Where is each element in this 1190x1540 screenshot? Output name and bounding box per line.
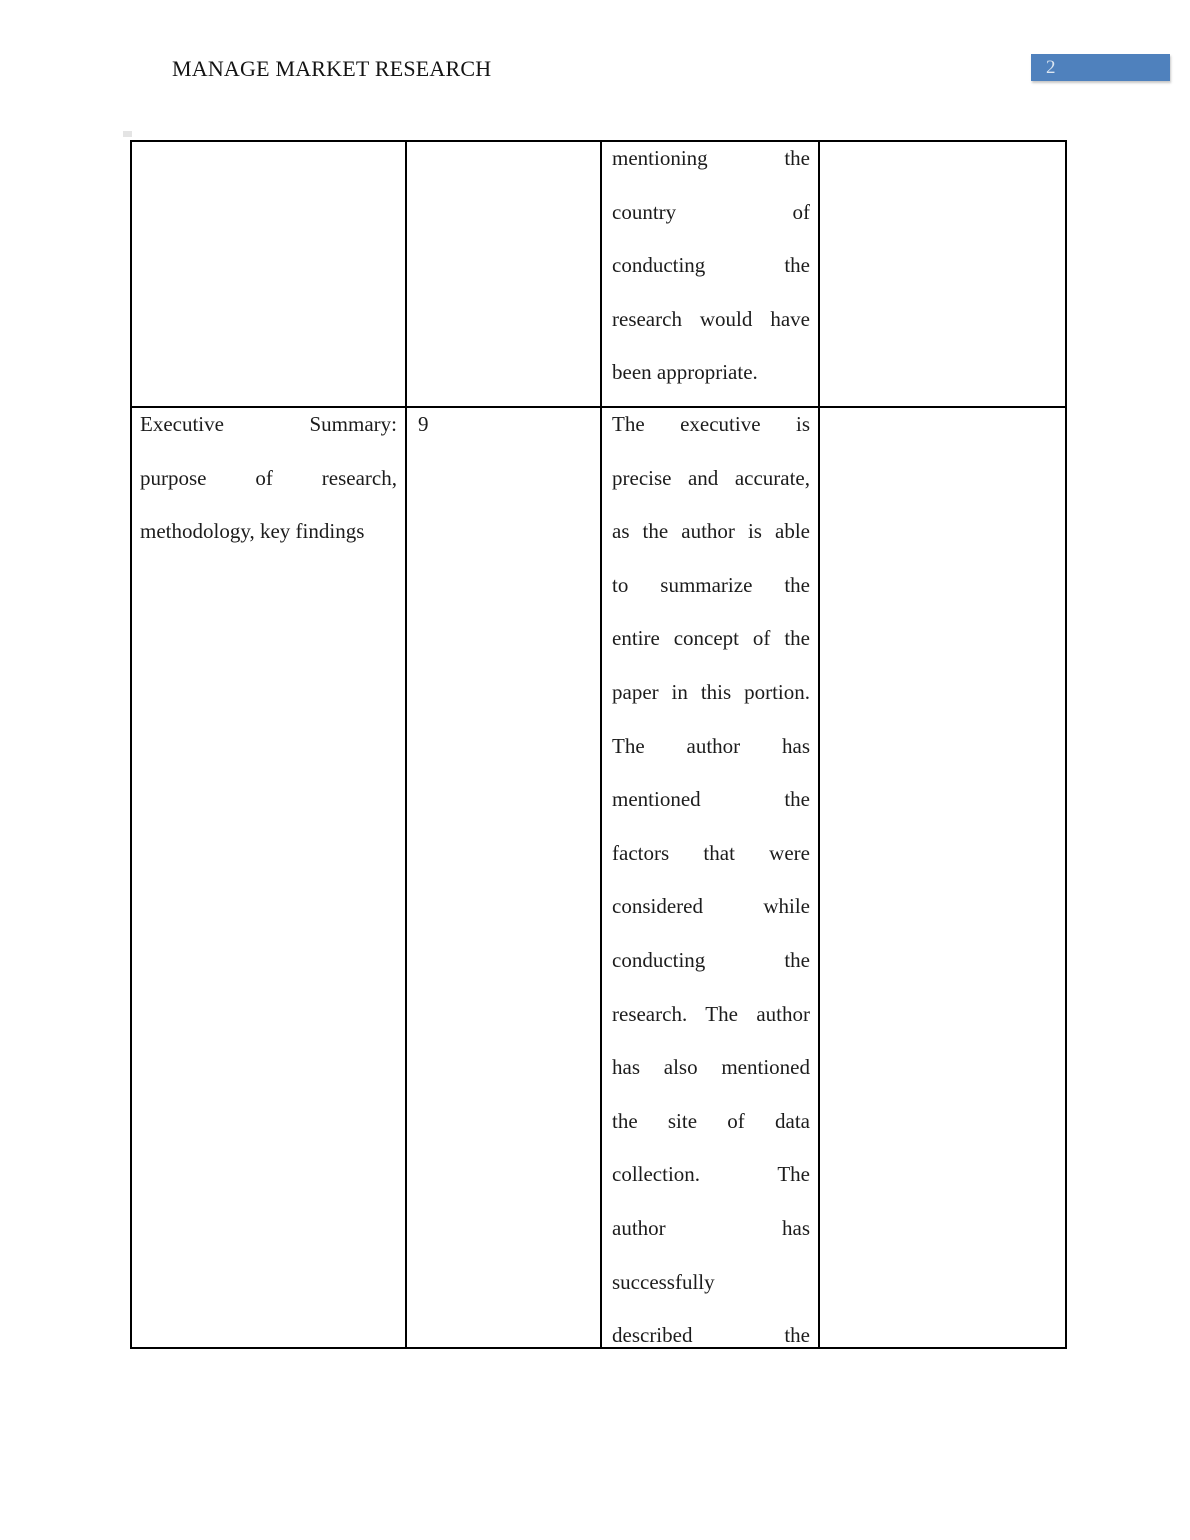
rubric-table: [130, 140, 1067, 1349]
text-line: paper in this portion.: [612, 679, 810, 704]
text-line: research. The author: [612, 1001, 810, 1026]
text-line: been appropriate.: [612, 360, 758, 385]
page-number-badge: [1031, 54, 1170, 81]
text-line: The author has: [612, 733, 810, 758]
text-line: successfully: [612, 1269, 715, 1294]
text-line: author has: [612, 1215, 810, 1240]
score-value: 9: [418, 412, 429, 436]
text-line: research would have: [612, 306, 810, 331]
cell-r2-empty: [819, 407, 1066, 1348]
cell-r2-score: [406, 407, 601, 1348]
text-line: purpose of research,: [140, 465, 397, 490]
cell-r1-criteria: [131, 141, 406, 407]
table-row: [131, 141, 1066, 407]
cell-r2-comments: [601, 407, 819, 1348]
text-line: to summarize the: [612, 572, 810, 597]
running-head-title: MANAGE MARKET RESEARCH: [172, 56, 492, 81]
text-line: entire concept of the: [612, 626, 810, 651]
text-line: precise and accurate,: [612, 465, 810, 490]
text-line: mentioning the: [612, 146, 810, 170]
text-line: methodology, key findings: [140, 519, 365, 544]
text-line: mentioned the: [612, 787, 810, 812]
text-line: collection. The: [612, 1162, 810, 1187]
text-line: country of: [612, 199, 810, 224]
text-line: conducting the: [612, 253, 810, 278]
text-line: has also mentioned: [612, 1055, 810, 1080]
text-line: The executive is: [612, 412, 810, 436]
page-number: 2: [1046, 57, 1056, 78]
text-line: considered while: [612, 894, 810, 919]
cell-r1-comments: [601, 141, 819, 407]
text-line: factors that were: [612, 840, 810, 865]
cell-r1-empty: [819, 141, 1066, 407]
table-handle-artifact: [123, 131, 132, 137]
text-line: conducting the: [612, 947, 810, 972]
table-row: [131, 407, 1066, 1348]
cell-r2-criteria: [131, 407, 406, 1348]
text-line: as the author is able: [612, 519, 810, 544]
text-line: Executive Summary:: [140, 412, 397, 436]
text-line: the site of data: [612, 1108, 810, 1133]
cell-r1-score: [406, 141, 601, 407]
text-line: described the: [612, 1323, 810, 1347]
